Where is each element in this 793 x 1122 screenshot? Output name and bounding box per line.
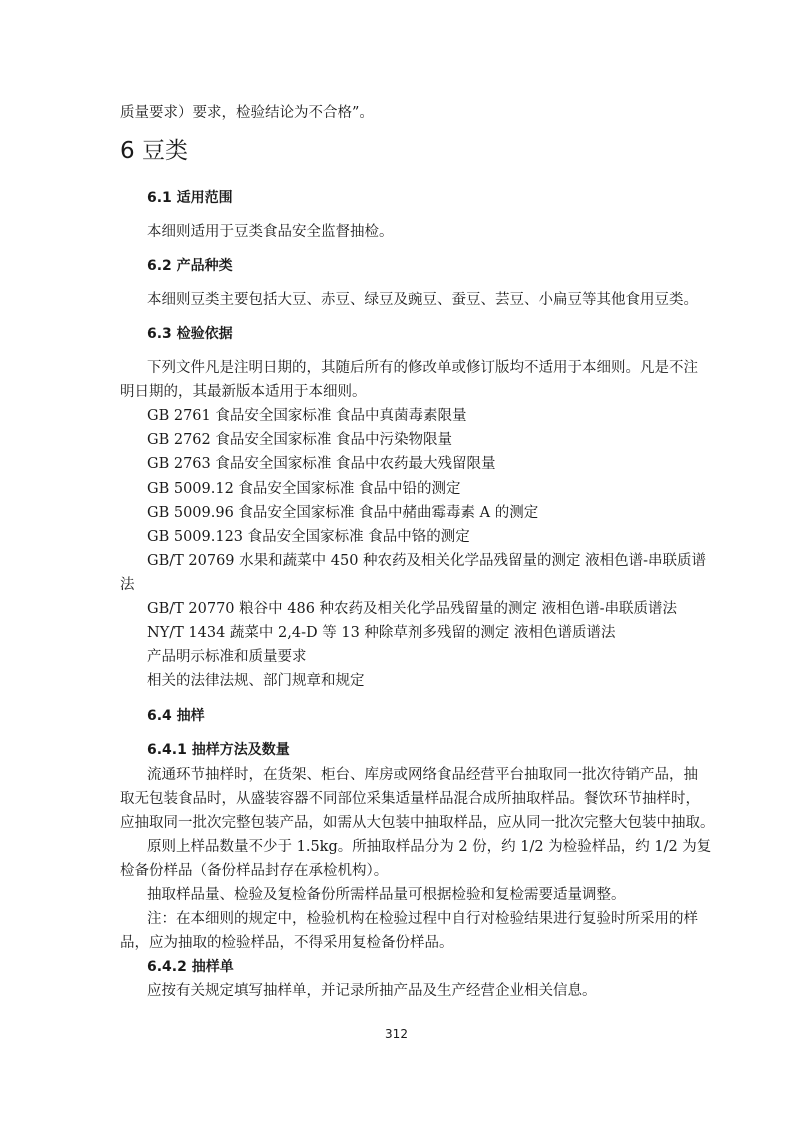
note: 注：在本细则的规定中，检验机构在检验过程中自行对检验结果进行复验时所采用的样: [147, 911, 698, 927]
standard-item: 产品明示标准和质量要求: [147, 649, 307, 665]
paragraph: 应抽取同一批次完整包装产品，如需从大包装中抽取样品，应从同一批次完整大包装中抽取。: [120, 815, 715, 831]
standard-item: 相关的法律法规、部门规章和规定: [147, 673, 365, 689]
subsubsection-title: 6.4.2 抽样单: [147, 959, 234, 975]
standard-item: GB 5009.12 食品安全国家标准 食品中铅的测定: [147, 481, 461, 497]
subsection-title: 6.1 适用范围: [147, 190, 233, 206]
standard-item: NY/T 1434 蔬菜中 2,4-D 等 13 种除草剂多残留的测定 液相色谱质谱法: [147, 625, 616, 641]
subsubsection-title: 6.4.1 抽样方法及数量: [147, 742, 290, 758]
standard-item: GB 2761 食品安全国家标准 食品中真菌毒素限量: [147, 408, 467, 424]
paragraph: 检备份样品（备份样品封存在承检机构）。: [120, 863, 389, 879]
standard-item: GB/T 20770 粮谷中 486 种农药及相关化学品残留量的测定 液相色谱-串联质谱法: [147, 601, 678, 617]
paragraph: 原则上样品数量不少于 1.5kg。所抽取样品分为 2 份，约 1/2 为检验样品，约 1/2 为复: [147, 839, 712, 855]
subsection-title: 6.3 检验依据: [147, 326, 233, 342]
standard-item: 法: [120, 577, 135, 593]
paragraph: 本细则豆类主要包括大豆、赤豆、绿豆及豌豆、蚕豆、芸豆、小扁豆等其他食用豆类。: [147, 292, 698, 308]
paragraph: 抽取样品量、检验及复检备份所需样品量可根据检验和复检需要适量调整。: [147, 887, 626, 903]
paragraph: 本细则适用于豆类食品安全监督抽检。: [147, 224, 394, 240]
note: 品，应为抽取的检验样品，不得采用复检备份样品。: [120, 935, 454, 951]
paragraph: 流通环节抽样时，在货架、柜台、库房或网络食品经营平台抽取同一批次待销产品，抽: [147, 767, 698, 783]
standard-item: GB 5009.96 食品安全国家标准 食品中赭曲霉毒素 A 的测定: [147, 505, 539, 521]
page-number: 312: [385, 1027, 408, 1041]
paragraph: 取无包装食品时，从盛装容器不同部位采集适量样品混合成所抽取样品。餐饮环节抽样时，: [120, 791, 700, 807]
standard-item: GB/T 20769 水果和蔬菜中 450 种农药及相关化学品残留量的测定 液相色谱-串联质谱: [147, 553, 707, 569]
standard-item: GB 2762 食品安全国家标准 食品中污染物限量: [147, 432, 452, 448]
standard-item: GB 2763 食品安全国家标准 食品中农药最大残留限量: [147, 456, 496, 472]
subsection-title: 6.2 产品种类: [147, 258, 233, 274]
standard-item: GB 5009.123 食品安全国家标准 食品中铬的测定: [147, 529, 470, 545]
paragraph: 应按有关规定填写抽样单，并记录所抽产品及生产经营企业相关信息。: [147, 983, 597, 999]
section-title: 6 豆类: [120, 138, 188, 164]
paragraph: 下列文件凡是注明日期的，其随后所有的修改单或修订版均不适用于本细则。凡是不注: [147, 360, 698, 376]
continued-text: 质量要求）要求，检验结论为不合格”。: [120, 105, 374, 121]
subsection-title: 6.4 抽样: [147, 708, 205, 724]
paragraph: 明日期的，其最新版本适用于本细则。: [120, 384, 367, 400]
